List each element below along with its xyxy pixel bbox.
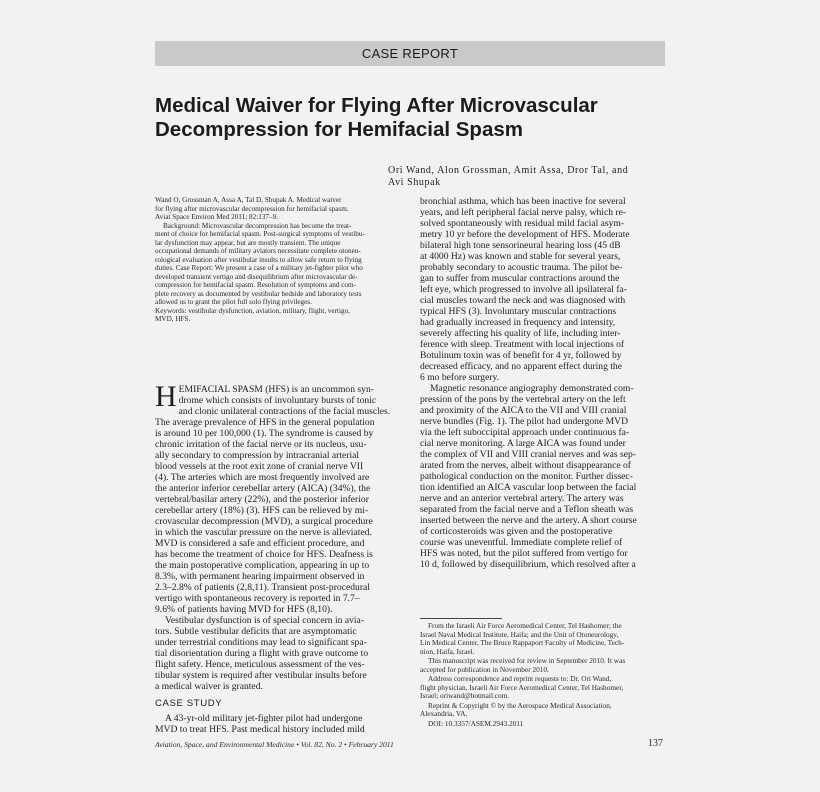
abstract-line: Wand O, Grossman A, Assa A, Tal D, Shupak A. Medical waiver (155, 196, 342, 204)
abstract-line: compression for hemifacial spasm. Resolution of symptoms and com- (155, 281, 357, 289)
affiliation-note (420, 622, 670, 656)
case-study-heading: CASE STUDY (155, 698, 223, 709)
footnote-line: Address correspondence and reprint requests to: Dr. Ori Wand, (428, 675, 612, 683)
body-text-line: decreased efficacy, and no apparent effect during the (420, 361, 622, 372)
body-text-line: tial disorientation during a flight with grave outcome to (155, 648, 369, 659)
body-text-line: crovascular decompression (MVD), a surgical procedure (155, 516, 373, 527)
body-text-line: nerve bundles (Fig. 1). The pilot had undergone MVD (420, 416, 629, 427)
footnote-line: Alexandria, VA. (420, 710, 468, 718)
footnote-line: Israel Naval Medical Institute, Haifa; and the Unit of Otoneurology, (420, 630, 619, 639)
title-line: Decompression for Hemifacial Spasm (155, 118, 523, 141)
body-text-line: tors. Subtle vestibular deficits that are asymptomatic (155, 626, 357, 637)
body-text-line: solved spontaneously with residual mild facial asym- (420, 218, 625, 229)
body-text-line: severely affecting his quality of life, including inter- (420, 328, 621, 339)
body-text-line: pathological conduction on the monitor. Further dissec- (420, 471, 633, 482)
abstract-line: Keywords: vestibular dysfunction, aviation, military, flight, vertigo, (155, 306, 350, 315)
footnote-divider (420, 618, 502, 619)
body-text-line: has become the treatment of choice for HFS. Deafness is (155, 549, 373, 560)
body-text-line: MVD is considered a safe and efficient procedure, and (155, 538, 365, 549)
body-text-line: left eye, which progressed to involve all ipsilateral fa- (420, 284, 627, 295)
body-text-line: separated from the facial nerve and a Teflon sheath was (420, 504, 634, 515)
footnote-line: flight physician, Israeli Air Force Aeromedical Center, Tel Hashomer, (420, 683, 624, 692)
footnote-line: Israel; oriwand@hotmail.com. (420, 692, 510, 700)
article-title (155, 94, 675, 142)
footnote-line: This manuscript was received for review in September 2010. It was (428, 657, 626, 665)
body-column-left (155, 380, 405, 735)
body-text-line: cial nerve monitoring. A large AICA was found under (420, 438, 626, 449)
footnote-line: nion, Haifa, Israel. (420, 647, 475, 656)
body-text-line: in which the vascular pressure on the nerve is alleviated. (155, 527, 372, 538)
abstract-line: MVD, HFS. (155, 315, 191, 323)
section-header-band (155, 41, 665, 66)
footnotes (420, 622, 670, 728)
abstract-line: duties. Case Report: We present a case of a military jet-fighter pilot who (155, 264, 363, 272)
body-text-line: the anterior inferior cerebellar artery (AICA) (34%), the (155, 483, 371, 494)
body-text-line: bilateral high tone sensorineural hearing loss (45 dB (420, 240, 621, 251)
body-text-line: gan to suffer from muscular contractions around the (420, 273, 620, 284)
footnote-line: From the Israeli Air Force Aeromedical Center, Tel Hashomer; the (428, 622, 622, 630)
body-text-line: HFS was noted, but the pilot suffered from vertigo for (420, 548, 628, 559)
body-text-line: flight safety. Hence, meticulous assessment of the ves- (155, 659, 365, 670)
abstract-line: ment of choice for hemifacial spasm. Post-surgical symptoms of vestibu- (155, 230, 365, 238)
footnote-line: Lin Medical Center, The Bruce Rappaport Faculty of Medicine, Tech- (420, 639, 625, 647)
page-number: 137 (648, 738, 663, 749)
body-text-line: tibular system is required after vestibular insults before (155, 670, 367, 681)
abstract (155, 196, 405, 324)
body-text-line: typical HFS (3). Involuntary muscular contractions (420, 306, 617, 317)
footnote-line: accepted for publication in November 2010. (420, 665, 549, 674)
body-text-line: cial muscles toward the neck and was diagnosed with (420, 295, 626, 306)
body-text-line: inserted between the nerve and the artery. A short course (420, 515, 637, 526)
body-text-line: is around 10 per 100,000 (1). The syndrome is caused by (155, 428, 374, 439)
body-text-line: MVD to treat HFS. Past medical history included mild (155, 724, 365, 735)
body-text-line: chronic irritation of the facial nerve or its nucleus, usu- (155, 439, 367, 450)
abstract-line: Aviat Space Environ Med 2011; 82:137–9. (155, 213, 278, 221)
abstract-line: allowed us to grant the pilot full solo flying privileges. (155, 298, 312, 306)
body-text-line: 8.3%, with permanent hearing impairment observed in (155, 571, 365, 582)
body-text-line: A 43-yr-old military jet-fighter pilot had undergone (165, 713, 363, 724)
body-text-line: Magnetic resonance angiography demonstrated com- (430, 383, 634, 394)
body-text-line: the complex of VII and VIII cranial nerves and was sep- (420, 449, 636, 460)
copyright-note (420, 702, 670, 719)
body-text-line: vertigo with spontaneous recovery is reported in 7.7– (155, 593, 360, 604)
body-text-line: metry 10 yr before the development of HFS. Moderate (420, 229, 630, 240)
abstract-line: rological evaluation after vestibular insults to allow safe return to flying (155, 255, 362, 264)
body-text-line: probably secondary to acoustic trauma. The pilot be- (420, 262, 623, 273)
abstract-line: lar dysfunction may appear, but are mostly transient. The unique (155, 238, 341, 247)
body-text-line: The average prevalence of HFS in the general population (155, 417, 375, 428)
body-text-line: a medical waiver is granted. (155, 681, 263, 692)
body-text-line: nerve and an anterior vertebral artery. The artery was (420, 493, 624, 504)
body-text-line: pression of the pons by the vertebral artery on the left (420, 394, 626, 405)
footnote-line: Reprint & Copyright © by the Aerospace Medical Association, (428, 701, 612, 710)
correspondence-note (420, 675, 670, 701)
body-text-line: cerebellar artery (18%) (3). HFS can be relieved by mi- (155, 505, 369, 516)
body-text-line: arated from the nerves, albeit without disappearance of (420, 460, 631, 471)
body-text-line: 6 mo before surgery. (420, 372, 500, 383)
body-text-line: course was uneventful. Immediate complete relief of (420, 537, 623, 548)
abstract-line: Background: Microvascular decompression has become the treat- (163, 221, 352, 230)
body-text-line: 9.6% of patients having MVD for HFS (8,10). (155, 604, 333, 615)
abstract-line: developed transient vertigo and disequilibrium after microvascular de- (155, 272, 358, 281)
abstract-line: for flying after microvascular decompression for hemifacial spasm. (155, 204, 349, 213)
body-text-line: ally secondary to compression by intracranial arterial (155, 450, 360, 461)
body-text-line: of corticosteroids was given and the postoperative (420, 526, 613, 537)
body-text-line: the main postoperative complication, appearing in up to (155, 560, 370, 571)
doi-line: DOI: 10.3357/ASEM.2943.2011 (428, 719, 524, 728)
body-text-line: Vestibular dysfunction is of special concern in avia- (165, 615, 365, 626)
body-text-line: and proximity of the AICA to the VII and VIII cranial (420, 405, 627, 416)
body-text-line: tion identified an AICA vascular loop between the facial (420, 482, 637, 493)
body-text-line: vertebral/basilar artery (22%), and the posterior inferior (155, 494, 369, 505)
section-label: CASE REPORT (361, 46, 459, 61)
body-text-line: bronchial asthma, which has been inactive for several (420, 196, 626, 207)
author-list (388, 165, 678, 189)
body-text-line: and clonic unilateral contractions of the facial muscles. (178, 406, 391, 417)
body-text-line: drome which consists of involuntary bursts of tonic (178, 395, 377, 406)
body-text-line: had gradually increased in frequency and intensity, (420, 317, 616, 328)
body-text-line: 2.3–2.8% of patients (2,8,11). Transient post-procedural (155, 582, 370, 593)
body-text-line: blood vessels at the root exit zone of cranial nerve VII (155, 461, 364, 472)
body-text-line: EMIFACIAL SPASM (HFS) is an uncommon syn- (178, 384, 374, 395)
drop-cap: H (155, 380, 177, 413)
author-line: Ori Wand, Alon Grossman, Amit Assa, Dror Tal, and (388, 165, 629, 176)
abstract-line: plete recovery as documented by vestibular bedside and laboratory tests (155, 289, 362, 298)
abstract-line: occupational demands of military aviators necessitate complete otoneu- (155, 247, 361, 255)
journal-citation: Aviation, Space, and Environmental Medicine • Vol. 82, No. 2 • February 2011 (155, 740, 394, 749)
body-text-line: at 4000 Hz) was known and stable for several years, (420, 251, 621, 262)
body-text-line: under terrestrial conditions may lead to significant spa- (155, 637, 367, 648)
body-text-line: ference with sleep. Treatment with local injections of (420, 339, 625, 350)
body-text-line: via the left suboccipital approach under continuous fa- (420, 427, 630, 438)
author-line: Avi Shupak (388, 177, 441, 188)
body-text-line: (4). The arteries which are most frequently involved are (155, 472, 370, 483)
body-text-line: Botulinum toxin was of benefit for 4 yr, followed by (420, 350, 622, 361)
received-note (420, 657, 670, 674)
title-line: Medical Waiver for Flying After Microvascular (155, 94, 598, 117)
body-text-line: 10 d, followed by disequilibrium, which resolved after a (420, 559, 636, 570)
body-text-line: years, and left peripheral facial nerve palsy, which re- (420, 207, 627, 218)
body-column-right (420, 196, 666, 570)
